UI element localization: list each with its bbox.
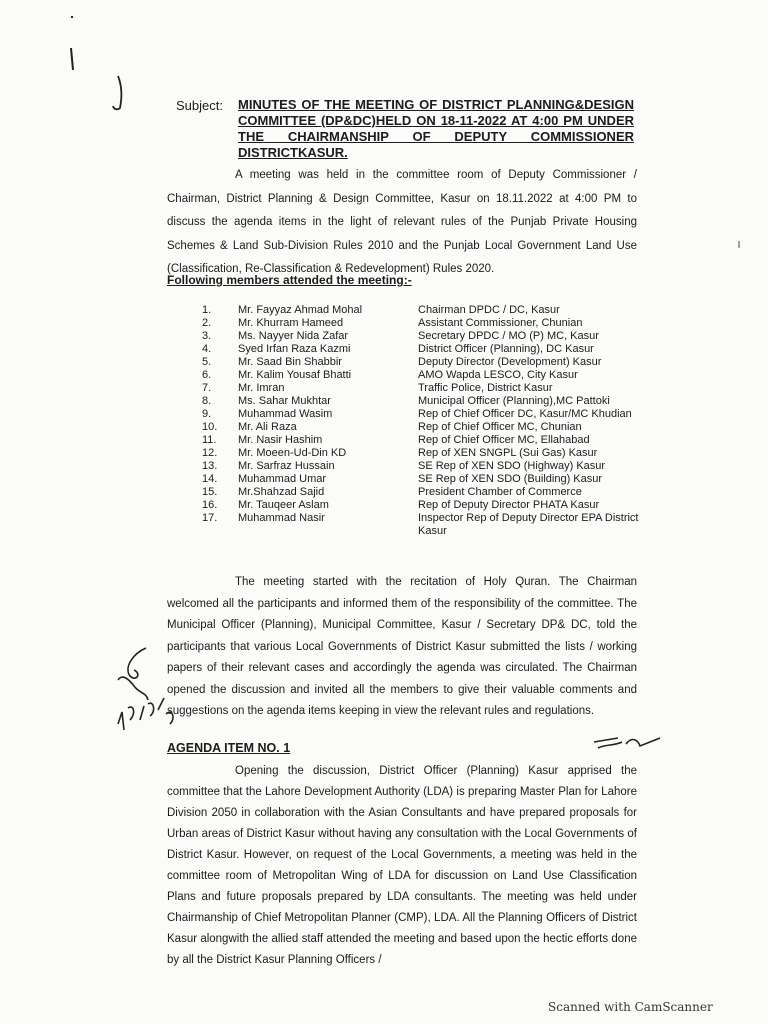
- member-name: Ms. Nayyer Nida Zafar: [238, 330, 349, 342]
- handwritten-tick-mark: [588, 728, 668, 758]
- member-number: 9.: [202, 408, 212, 420]
- member-row: [190, 395, 640, 408]
- subject-title: [238, 97, 634, 161]
- member-number: 8.: [202, 395, 212, 407]
- member-row: [190, 343, 640, 356]
- member-number: 6.: [202, 369, 212, 381]
- member-name: Muhammad Nasir: [238, 512, 325, 524]
- subject-title-last: DISTRICTKASUR.: [238, 145, 348, 160]
- member-number: 10.: [202, 421, 218, 433]
- member-designation: Deputy Director (Development) Kasur: [418, 356, 602, 368]
- member-name: Mr. Saad Bin Shabbir: [238, 356, 342, 368]
- subject-label: Subject:: [176, 98, 223, 113]
- member-row: [190, 356, 640, 369]
- member-row: [190, 447, 640, 460]
- member-designation: Secretary DPDC / MO (P) MC, Kasur: [418, 330, 599, 342]
- member-name: Mr. Imran: [238, 382, 285, 394]
- member-row: [190, 382, 640, 395]
- member-name: Mr. Ali Raza: [238, 421, 297, 433]
- member-name: Mr. Kalim Yousaf Bhatti: [238, 369, 352, 381]
- member-row: [190, 460, 640, 473]
- member-number: 7.: [202, 382, 212, 394]
- member-designation: Municipal Officer (Planning),MC Pattoki: [418, 395, 610, 407]
- member-number: 13.: [202, 460, 218, 472]
- member-number: 1.: [202, 304, 212, 316]
- members-list: [190, 304, 640, 538]
- opening-paragraph: The meeting started with the recitation of Holy Quran. The Chairman welcomed all the participants and informed them of the responsibility of the committee. The Municipal Officer (Planning), Municipal Committee, Kasur / Secretary DP& DC, told the participants that various Local Governments of District Kasur submitted the lists / working papers of their relevant cases and accordingly the agenda was circulated. The Chairman opened the discussion and invited all the members to give their valuable comments and suggestions on the agenda items keeping in view the relevant rules and regulations.: [167, 576, 637, 717]
- member-row: [190, 499, 640, 512]
- member-row: [190, 330, 640, 343]
- member-row: [190, 473, 640, 486]
- member-name: Muhammad Wasim: [238, 408, 333, 420]
- member-designation: Rep of Chief Officer DC, Kasur/MC Khudian: [418, 408, 632, 420]
- member-designation: Rep of Chief Officer MC, Chunian: [418, 421, 582, 433]
- member-number: 4.: [202, 343, 212, 355]
- member-name: Mr.Shahzad Sajid: [238, 486, 325, 498]
- pen-mark-top: [62, 12, 82, 72]
- member-number: 3.: [202, 330, 212, 342]
- members-heading: Following members attended the meeting:-: [167, 273, 412, 287]
- member-designation: Chairman DPDC / DC, Kasur: [418, 304, 560, 316]
- page-speck: [736, 240, 742, 250]
- member-row: [190, 304, 640, 317]
- member-designation: Traffic Police, District Kasur: [418, 382, 553, 394]
- member-designation: Rep of XEN SNGPL (Sui Gas) Kasur: [418, 447, 598, 459]
- subject-title-main: MINUTES OF THE MEETING OF DISTRICT PLANNING&DESIGN COMMITTEE (DP&DC)HELD ON 18-11-2022 AT 4:00 PM UNDER THE CHAIRMANSHIP OF DEPUTY COMMISSIONER: [238, 97, 634, 144]
- member-number: 14.: [202, 473, 218, 485]
- member-name: Mr. Moeen-Ud-Din KD: [238, 447, 347, 459]
- member-designation: SE Rep of XEN SDO (Highway) Kasur: [418, 460, 606, 472]
- member-designation: Rep of Chief Officer MC, Ellahabad: [418, 434, 590, 446]
- member-designation: Rep of Deputy Director PHATA Kasur: [418, 499, 600, 511]
- member-number: 12.: [202, 447, 218, 459]
- member-name: Mr. Nasir Hashim: [238, 434, 323, 446]
- member-name: Mr. Khurram Hameed: [238, 317, 344, 329]
- agenda-item-heading: AGENDA ITEM NO. 1: [167, 741, 291, 755]
- member-name: Mr. Sarfraz Hussain: [238, 460, 335, 472]
- member-row: [190, 317, 640, 330]
- member-designation: District Officer (Planning), DC Kasur: [418, 343, 594, 355]
- member-designation: Assistant Commissioner, Chunian: [418, 317, 583, 329]
- member-number: 11.: [202, 434, 217, 446]
- member-name: Mr. Tauqeer Aslam: [238, 499, 329, 511]
- member-name: Mr. Fayyaz Ahmad Mohal: [238, 304, 363, 316]
- member-number: 5.: [202, 356, 212, 368]
- member-number: 15.: [202, 486, 218, 498]
- member-name: Ms. Sahar Mukhtar: [238, 395, 331, 407]
- handwritten-date: [112, 690, 182, 740]
- member-row: [190, 434, 640, 447]
- member-designation: SE Rep of XEN SDO (Building) Kasur: [418, 473, 603, 485]
- member-number: 2.: [202, 317, 212, 329]
- scanner-watermark: Scanned with CamScanner: [548, 1000, 713, 1014]
- agenda-paragraph: Opening the discussion, District Officer (Planning) Kasur apprised the committee that the Lahore Development Authority (LDA) is preparing Master Plan for Lahore Division 2050 in collaboration with the Asian Consultants and have prepared proposals for Urban areas of District Kasur without having any consultation with the Local Governments of District Kasur. However, on request of the Local Governments, a meeting was held in the committee room of Metropolitan Wing of LDA for discussion on Land Use Classification Plans and future proposals prepared by LDA consultants. The meeting was held under Chairmanship of Chief Metropolitan Planner (CMP), LDA. All the Planning Officers of District Kasur alongwith the allied staff attended the meeting and based upon the hectic efforts done by all the District Kasur Planning Officers /: [167, 765, 637, 966]
- member-name: Muhammad Umar: [238, 473, 327, 485]
- member-number: 17.: [202, 512, 218, 524]
- member-row: [190, 369, 640, 382]
- member-row: [190, 408, 640, 421]
- member-row: [190, 421, 640, 434]
- member-designation: Inspector Rep of Deputy Director EPA District Kasur: [418, 512, 639, 537]
- member-row: [190, 486, 640, 499]
- pen-mark-margin: [108, 72, 132, 116]
- member-row: [190, 512, 640, 538]
- member-number: 16.: [202, 499, 218, 511]
- member-name: Syed Irfan Raza Kazmi: [238, 343, 351, 355]
- member-designation: President Chamber of Commerce: [418, 486, 582, 498]
- member-designation: AMO Wapda LESCO, City Kasur: [418, 369, 578, 381]
- intro-paragraph: A meeting was held in the committee room of Deputy Commissioner / Chairman, District Planning & Design Committee, Kasur on 18.11.2022 at 4:00 PM to discuss the agenda items in the light of relevant rules of the Punjab Private Housing Schemes & Land Sub-Division Rules 2010 and the Punjab Local Government Land Use (Classification, Re-Classification & Redevelopment) Rules 2020.: [167, 169, 637, 275]
